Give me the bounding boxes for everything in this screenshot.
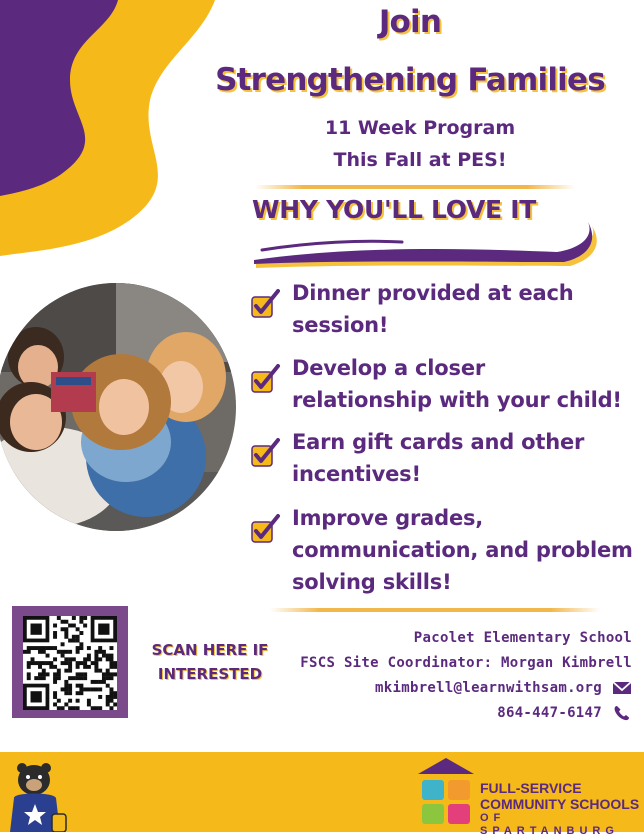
- scan-prompt: [140, 638, 280, 686]
- checkbox-check-icon: [250, 514, 280, 544]
- title-line-2: Strengthening Families: [215, 62, 605, 98]
- logo-line-1: FULL-SERVICE: [480, 780, 582, 796]
- logo-line-2: COMMUNITY SCHOOLS: [480, 796, 640, 812]
- benefit-line: Dinner provided at each: [292, 281, 574, 305]
- scan-line-2: INTERESTED: [157, 665, 263, 683]
- phone-row[interactable]: [497, 705, 632, 721]
- coordinator-text: FSCS Site Coordinator: Morgan Kimbrell: [300, 655, 632, 671]
- benefit-line: incentives!: [292, 462, 421, 486]
- qr-code[interactable]: [23, 616, 117, 710]
- envelope-icon: [612, 680, 632, 696]
- phone-link[interactable]: 864-447-6147: [497, 705, 602, 721]
- decorative-swoosh: [252, 220, 602, 272]
- phone-icon: [612, 705, 632, 721]
- bear-mascot-icon: [4, 758, 68, 832]
- qr-code-frame[interactable]: [12, 606, 128, 718]
- benefit-line: Earn gift cards and other: [292, 430, 585, 454]
- benefit-line: Develop a closer: [292, 356, 486, 380]
- benefit-line: solving skills!: [292, 570, 452, 594]
- scan-line-1: SCAN HERE IF: [151, 641, 269, 659]
- benefit-item: [250, 277, 640, 341]
- benefit-item: [250, 426, 640, 490]
- benefit-item: [250, 502, 640, 598]
- family-photo: [0, 282, 236, 532]
- subtitle-line-2: This Fall at PES!: [333, 149, 507, 171]
- checkbox-check-icon: [250, 289, 280, 319]
- school-name: [414, 630, 632, 646]
- divider-bottom: [270, 608, 600, 612]
- checkbox-check-icon: [250, 364, 280, 394]
- section-heading: WHY YOU'LL LOVE IT: [252, 195, 536, 224]
- logo-house-icon: [414, 756, 478, 832]
- subtitle-line-1: 11 Week Program: [324, 117, 516, 139]
- benefit-line: session!: [292, 313, 389, 337]
- email-link[interactable]: mkimbrell@learnwithsam.org: [375, 680, 602, 696]
- title-line-1: Join: [378, 4, 442, 40]
- coordinator: [300, 655, 632, 671]
- checkbox-check-icon: [250, 438, 280, 468]
- logo-line-3: OF SPARTANBURG: [480, 812, 619, 837]
- divider-top: [255, 185, 575, 189]
- benefit-line: communication, and problem: [292, 538, 633, 562]
- benefit-item: [250, 352, 640, 416]
- benefit-line: Improve grades,: [292, 506, 484, 530]
- benefit-line: relationship with your child!: [292, 388, 622, 412]
- school-name-text: Pacolet Elementary School: [413, 630, 632, 646]
- fscs-logo: [414, 756, 644, 837]
- email-row[interactable]: [375, 680, 632, 696]
